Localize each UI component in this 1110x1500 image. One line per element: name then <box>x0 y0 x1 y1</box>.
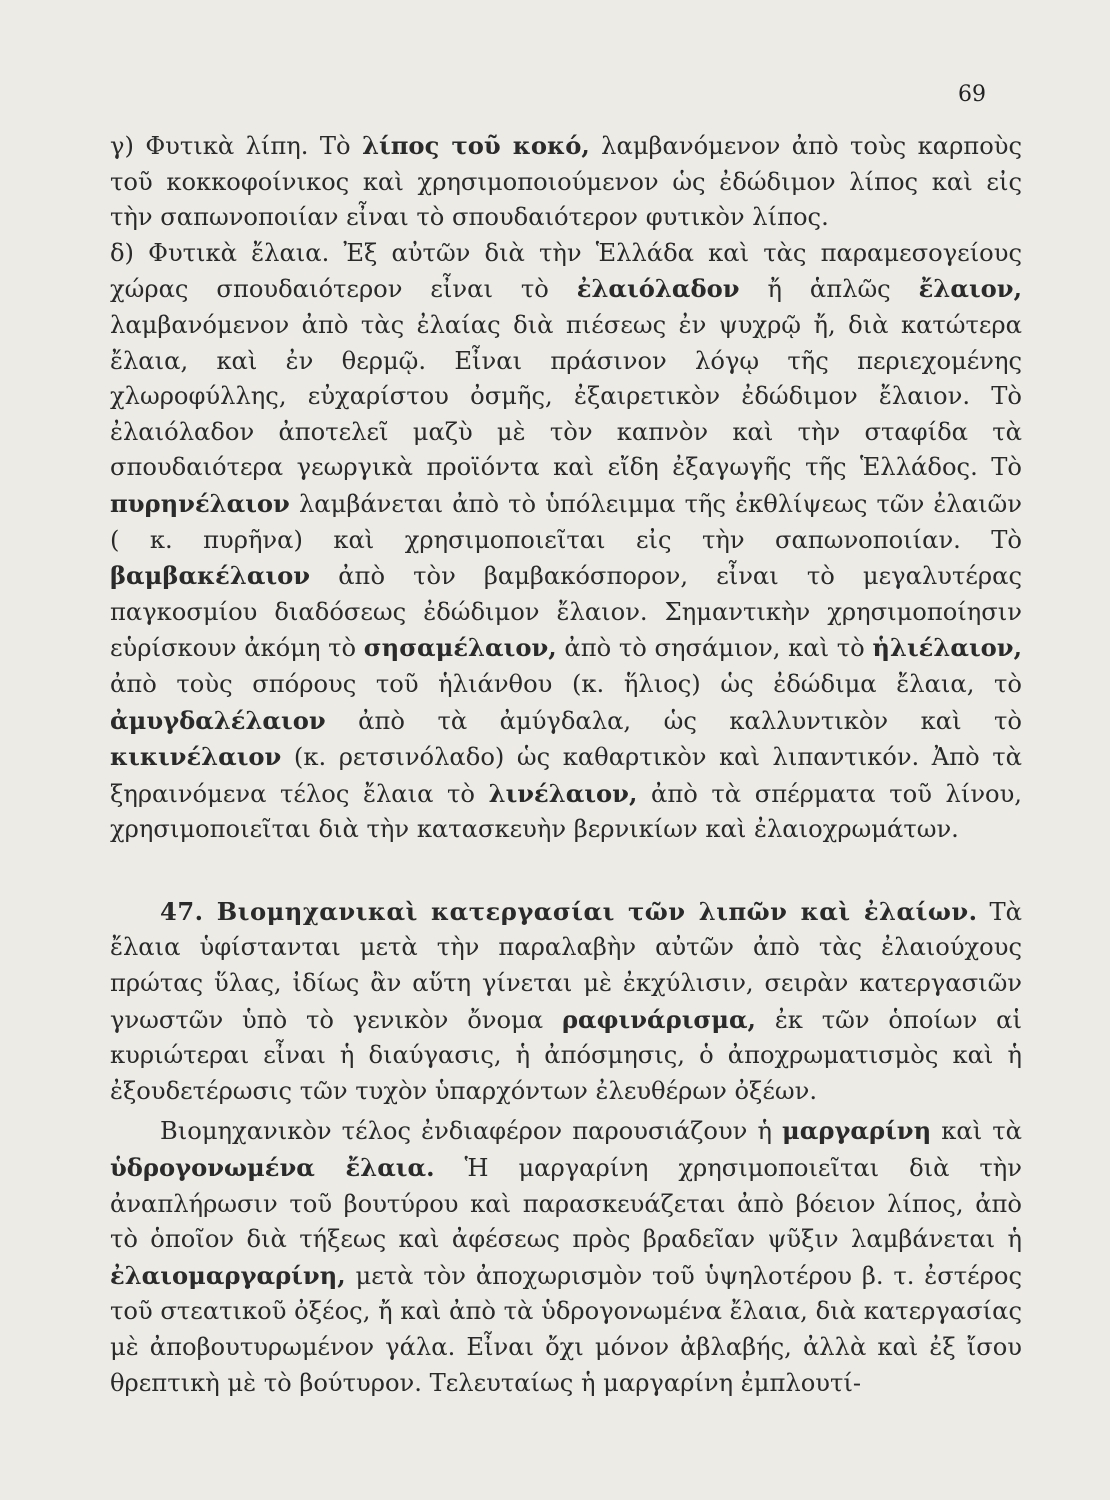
bold-term: λίπος τοῦ κοκό, <box>362 131 590 160</box>
bold-term: ἐλαιομαργαρίνη, <box>110 1260 346 1290</box>
paragraph-margarine: Βιομηχανικὸν τέλος ἐνδιαφέρον παρουσιάζουν ἡ μαργαρίνη καὶ τὰ ὑδρογονωμένα ἔλαια. Ἡ μαργαρίνη χρησιμοποιεῖται διὰ τὴν ἀναπλήρωσιν τοῦ βουτύρου καὶ παρασκευάζεται ἀπὸ βόειον λίπος, ἀπὸ τὸ ὁποῖον διὰ τήξεως καὶ ἀφέσεως πρὸς βραδεῖαν ψῦξιν λαμβάνεται ἡ ἐλαιομαργαρίνη, μετὰ τὸν ἀποχωρισμὸν τοῦ ὑψηλοτέρου β. τ. ἐστέρος τοῦ στεατικοῦ ὀξέος, ἤ καὶ ἀπὸ τὰ ὑδρογονωμένα ἔλαια, διὰ κατεργασίας μὲ ἀποβουτυρωμένον γάλα. Εἶναι ὄχι μόνον ἀβλαβής, ἀλλὰ καὶ ἐξ ἴσου θρεπτικὴ μὲ τὸ βούτυρον. Τελευταίως ἡ μαργαρίνη ἐμπλουτί- <box>110 1116 1023 1397</box>
bold-term: λινέλαιον, <box>488 778 638 808</box>
subsection-label: γ) Φυτικὰ λίπη. <box>110 132 309 160</box>
section-heading: 47. Βιομηχανικαὶ κατεργασίαι τῶν λιπῶν καὶ ἐλαίων. <box>160 896 978 926</box>
paragraph-plant-oils: δ) Φυτικὰ ἔλαια. Ἐξ αὐτῶν διὰ τὴν Ἑλλάδα καὶ τὰς παραμεσογείους χώρας σπουδαιότερον εἶναι τὸ ἐλαιόλαδον ἤ ἁπλῶς ἔλαιον, λαμβανόμενον ἀπὸ τὰς ἐλαίας διὰ πιέσεως ἐν ψυχρῷ ἤ, διὰ κατώτερα ἔλαια, καὶ ἐν θερμῷ. Εἶναι πράσινον λόγῳ τῆς περιεχομένης χλωροφύλλης, εὐχαρίστου ὀσμῆς, ἐξαιρετικὸν ἐδώδιμον ἔλαιον. Τὸ ἐλαιόλαδον ἀποτελεῖ μαζὺ μὲ τὸν καπνὸν καὶ τὴν σταφίδα τὰ σπουδαιότερα γεωργικὰ προϊόντα καὶ εἴδη ἐξαγωγῆς τῆς Ἑλλάδος. Τὸ πυρηνέλαιον λαμβάνεται ἀπὸ τὸ ὑπόλειμμα τῆς ἐκθλίψεως τῶν ἐλαιῶν ( κ. πυρῆνα) καὶ χρησιμοποιεῖται εἰς τὴν σαπωνοποιίαν. Τὸ βαμβακέλαιον ἀπὸ τὸν βαμβακόσπορον, εἶναι τὸ μεγαλυτέρας παγκοσμίου διαδόσεως ἐδώδιμον ἔλαιον. Σημαντικὴν χρησιμοποίησιν εὑρίσκουν ἀκόμη τὸ σησαμέλαιον, ἀπὸ τὸ σησάμιον, καὶ τὸ ἡλιέλαιον, ἀπὸ τοὺς σπόρους τοῦ ἡλιάνθου (κ. ἥλιος) ὡς ἐδώδιμα ἔλαια, τὸ ἀμυγδαλέλαιον ἀπὸ τὰ ἀμύγδαλα, ὡς καλλυντικὸν καὶ τὸ κικινέλαιον (κ. ρετσινόλαδο) ὡς καθαρτικὸν καὶ λιπαντικόν. Ἀπὸ τὰ ξηραινόμενα τέλος ἔλαια τὸ λινέλαιον, ἀπὸ τὰ σπέρματα τοῦ λίνου, χρησιμοποιεῖται διὰ τὴν κατασκευὴν βερνικίων καὶ ἐλαιοχρωμάτων. <box>110 238 1022 844</box>
bold-term: ἀμυγδαλέλαιον <box>110 705 326 735</box>
bold-term: βαμβακέλαιον <box>110 561 311 591</box>
page-number: 69 <box>958 82 986 107</box>
bold-term: ἡλιέλαιον, <box>872 633 1022 663</box>
bold-term: σησαμέλαιον, <box>363 633 557 663</box>
bold-term: πυρηνέλαιον <box>110 488 290 518</box>
bold-term: ραφινάρισμα, <box>561 1004 756 1034</box>
bold-term: ἐλαιόλαδον <box>576 274 740 304</box>
paragraph-plant-fats: γ) Φυτικὰ λίπη. Τὸ λίπος τοῦ κοκό, λαμβανόμενον ἀπὸ τοὺς καρποὺς τοῦ κοκκοφοίνικος καὶ χρησιμοποιούμενον ὡς ἐδώδιμον λίπος καὶ εἰς τὴν σαπωνοποιίαν εἶναι τὸ σπουδαιότερον φυτικὸν λίπος. <box>110 131 1023 232</box>
bold-term: κικινέλαιον <box>110 742 282 772</box>
bold-term: μαργαρίνη <box>782 1116 932 1146</box>
bold-term: ἔλαιον, <box>918 274 1022 304</box>
bold-term: ὑδρογονωμένα ἔλαια. <box>110 1153 435 1183</box>
subsection-label: δ) Φυτικὰ ἔλαια. <box>110 238 330 267</box>
section-47-paragraph: 47. Βιομηχανικαὶ κατεργασίαι τῶν λιπῶν καὶ ἐλαίων. Τὰ ἔλαια ὑφίστανται μετὰ τὴν παραλαβὴν αὐτῶν ἀπὸ τὰς ἐλαιούχους πρώτας ὕλας, ἰδίως ἂν αὕτη γίνεται μὲ ἐκχύλισιν, σειρὰν κατεργασιῶν γνωστῶν ὑπὸ τὸ γενικὸν ὄνομα ραφινάρισμα, ἐκ τῶν ὁποίων αἱ κυριώτεραι εἶναι ἡ διαύγασις, ἡ ἀπόσμησις, ὁ ἀποχρωματισμὸς καὶ ἡ ἐξουδετέρωσις τῶν τυχὸν ὑπαρχόντων ἐλευθέρων ὀξέων. <box>110 896 1023 1105</box>
